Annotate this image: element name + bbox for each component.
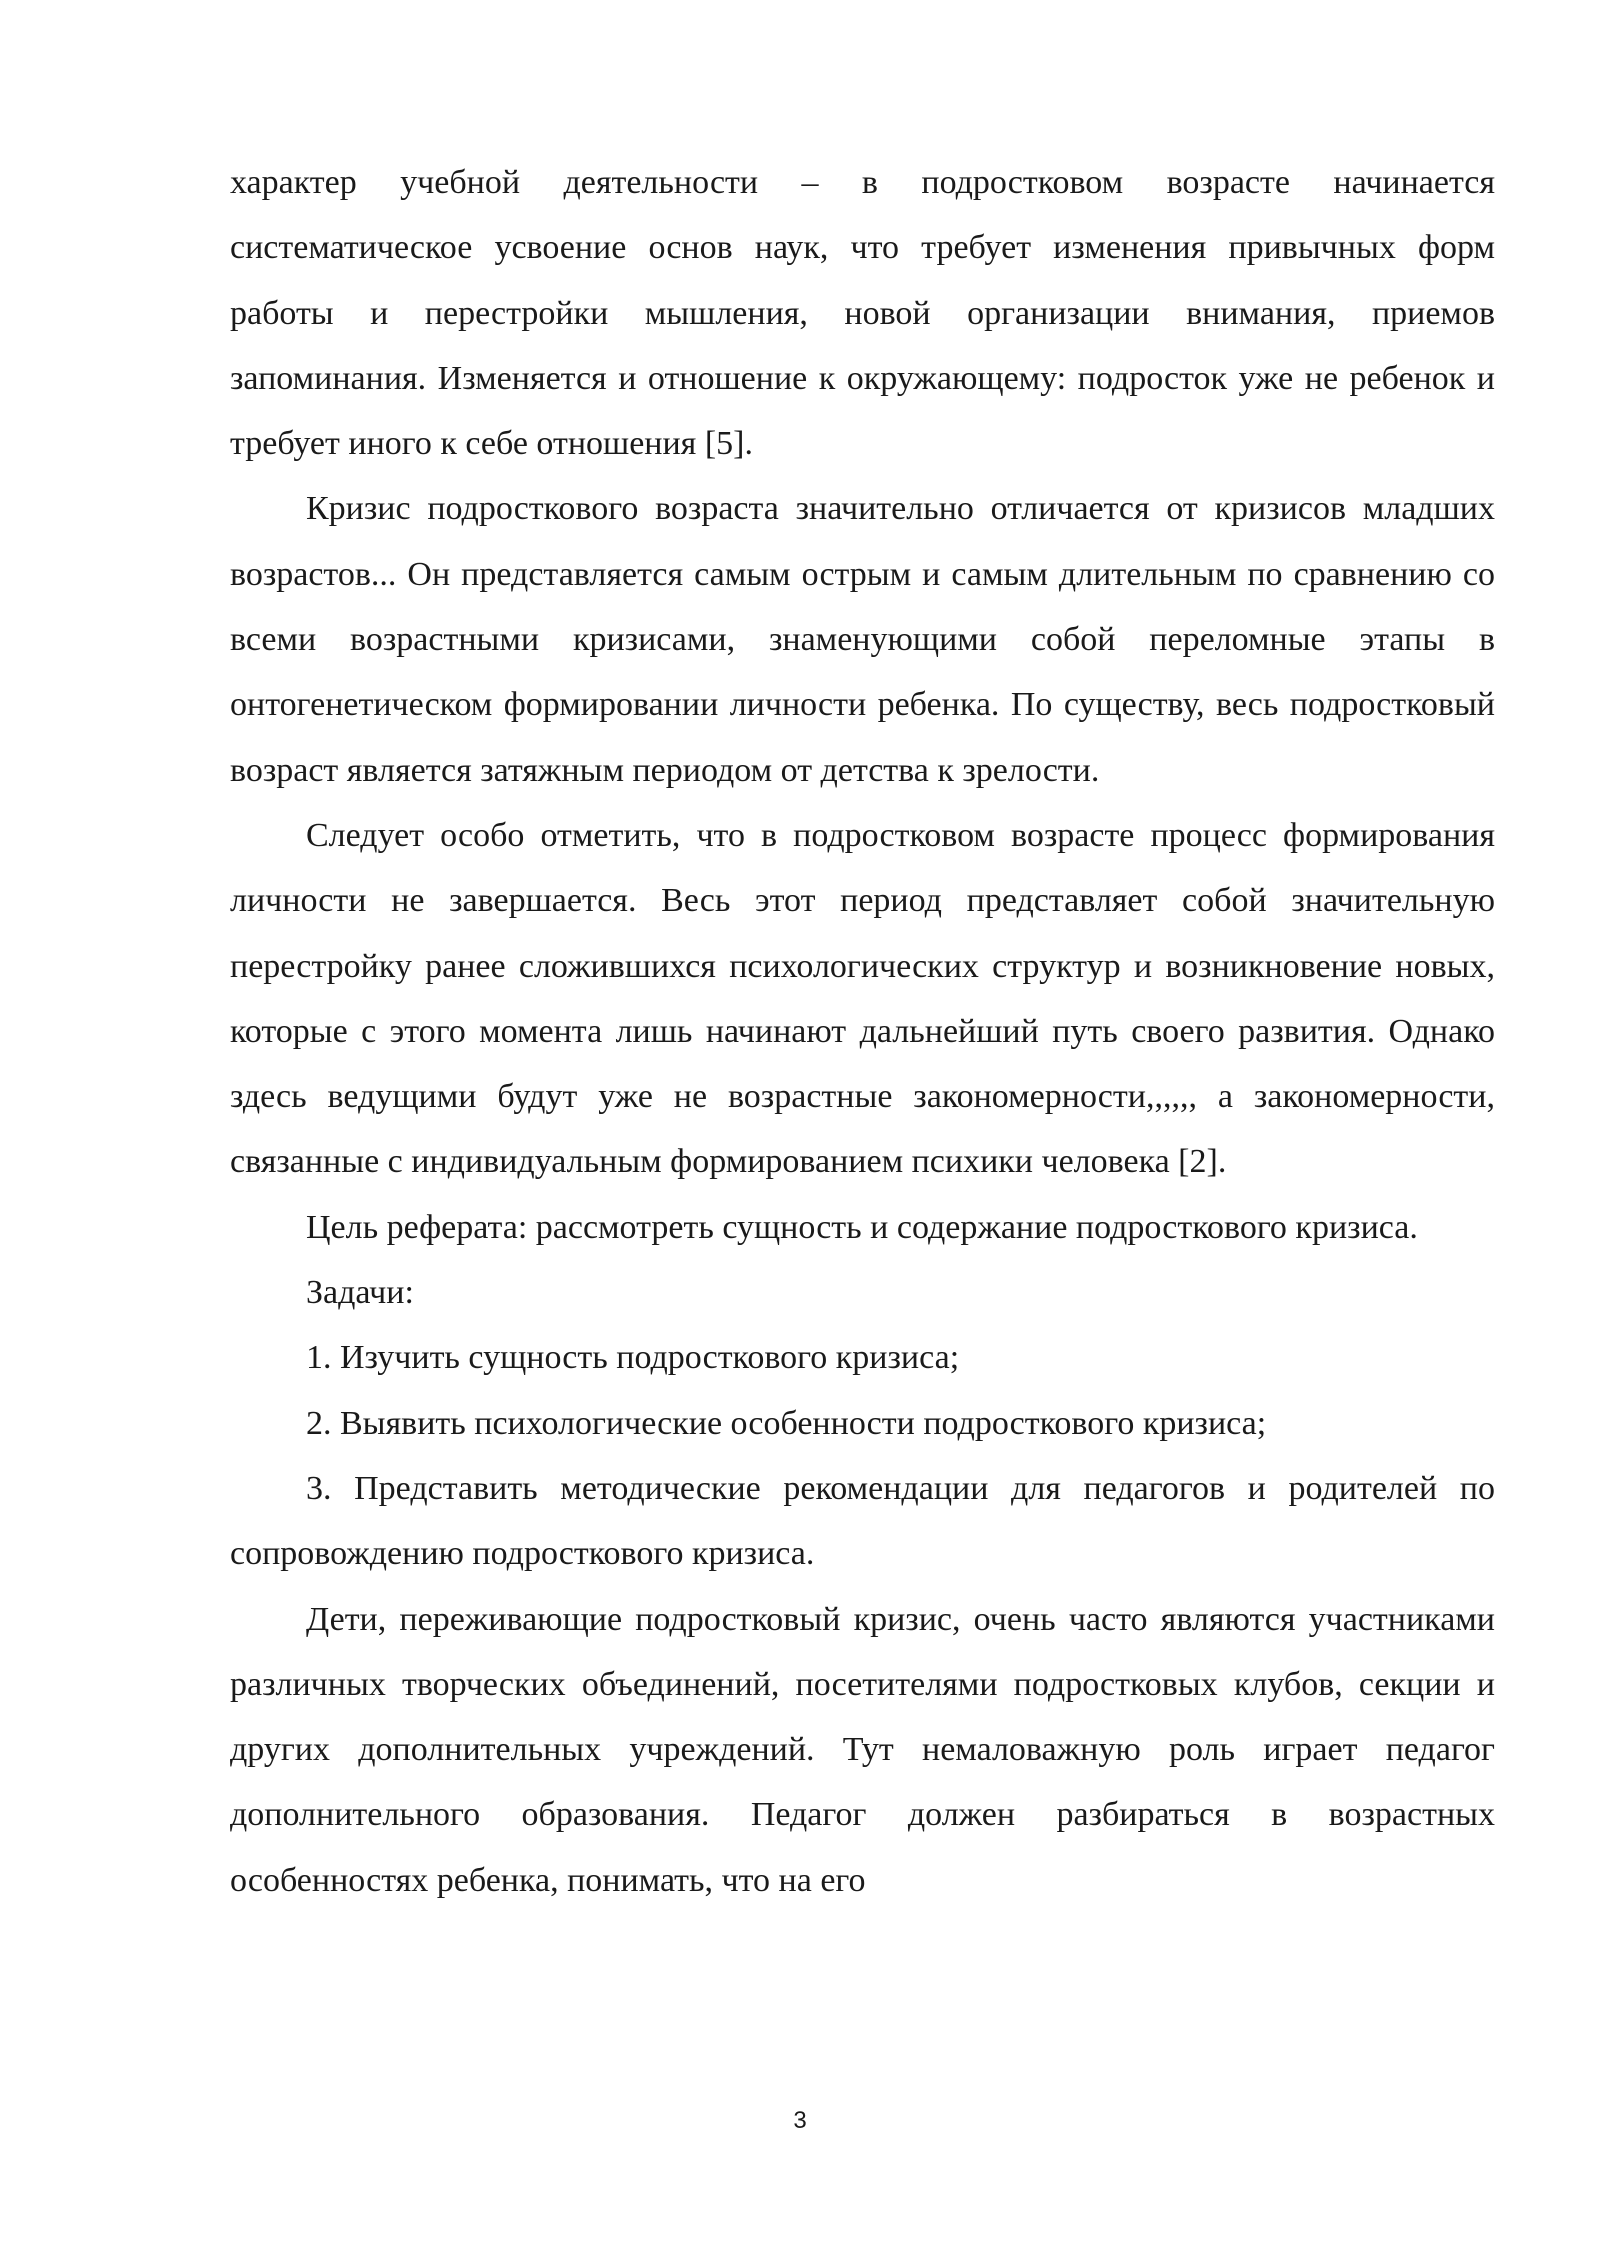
paragraph-personality-formation: Следует особо отметить, что в подростковом возрасте процесс формирования личности не завершается. Весь этот период представляет собой значительную перестройку ранее сложившихся психологических структур и возникновение новых, которые с этого момента лишь начинают дальнейший путь своего развития. Однако здесь ведущими будут уже не возрастные закономерности,,,,,, а закономерности, связанные с индивидуальным формированием психики человека [2].	[230, 816, 1495, 1181]
page-number: 3	[793, 2107, 807, 2134]
document-body	[230, 150, 1495, 1913]
task-item-3: 3. Представить методические рекомендации для педагогов и родителей по сопровождению подросткового кризиса.	[230, 1469, 1495, 1573]
paragraph-crisis: Кризис подросткового возраста значительно отличается от кризисов младших возрастов... Он представляется самым острым и самым длительным по сравнению со всеми возрастными кризисами, знаменующими собой переломные этапы в онтогенетическом формировании личности ребенка. По существу, весь подростковый возраст является затяжным периодом от детства к зрелости.	[230, 490, 1495, 789]
task-item-1: 1. Изучить сущность подросткового кризиса;	[306, 1339, 960, 1377]
paragraph-goal: Цель реферата: рассмотреть сущность и содержание подросткового кризиса.	[306, 1208, 1418, 1246]
paragraph-tasks-heading: Задачи:	[306, 1274, 414, 1312]
task-item-2: 2. Выявить психологические особенности подросткового кризиса;	[306, 1404, 1267, 1442]
paragraph-continuation: характер учебной деятельности – в подростковом возрасте начинается систематическое усвоение основ наук, что требует изменения привычных форм работы и перестройки мышления, новой организации внимания, приемов запоминания. Изменяется и отношение к окружающему: подросток уже не ребенок и требует иного к себе отношения [5].	[230, 164, 1495, 463]
paragraph-children: Дети, переживающие подростковый кризис, очень часто являются участниками различных творческих объединений, посетителями подростковых клубов, секции и других дополнительных учреждений. Тут немаловажную роль играет педагог дополнительного образования. Педагог должен разбираться в возрастных особенностях ребенка, понимать, что на его	[230, 1600, 1495, 1899]
